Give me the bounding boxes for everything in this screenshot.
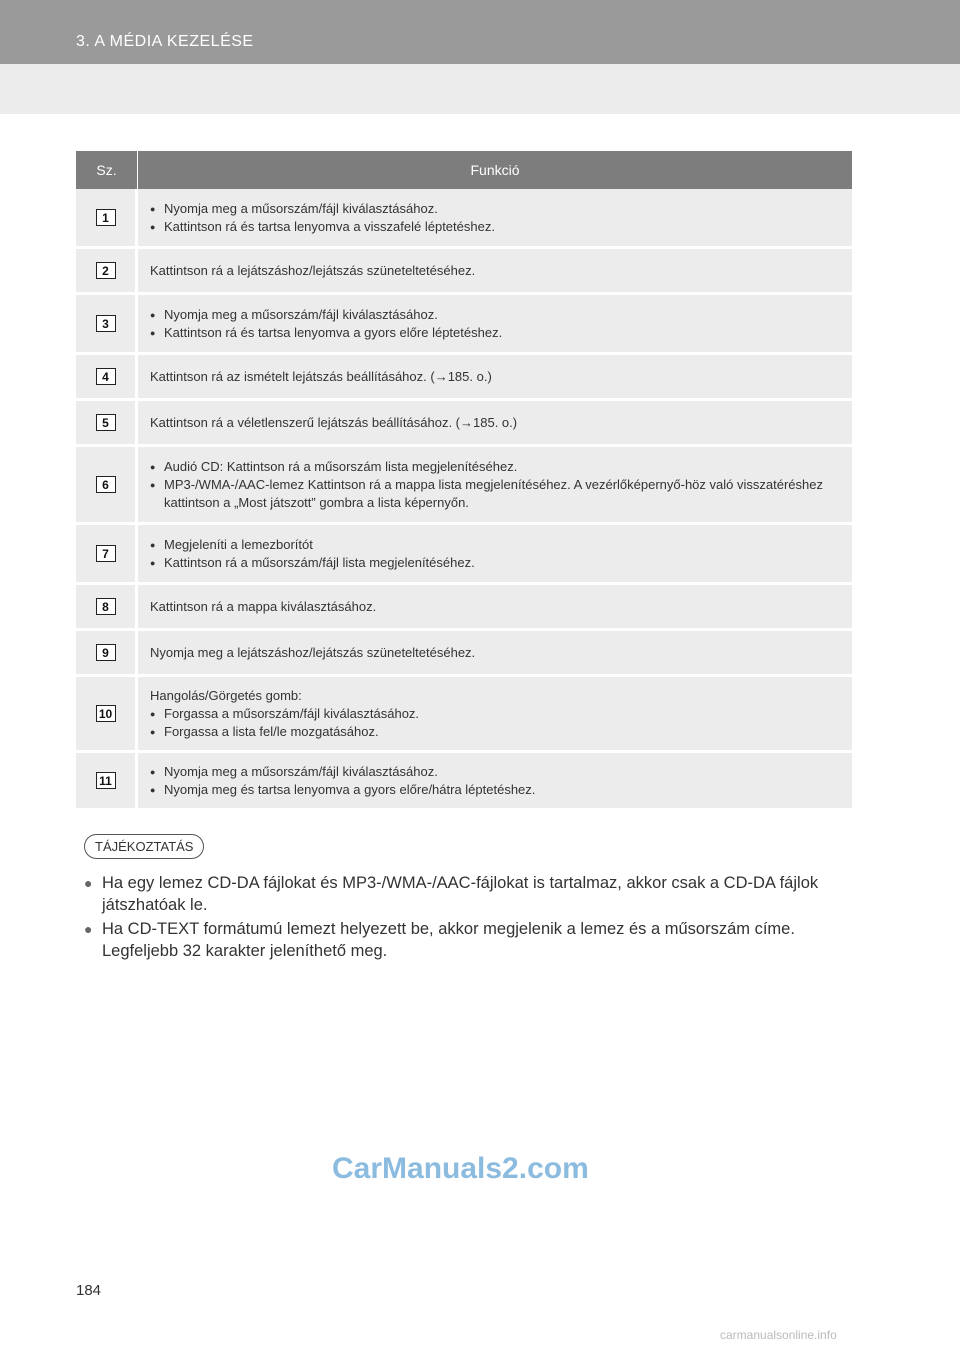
- row-text: MP3-/WMA-/AAC-lemez Kattintson rá a mappa lista megjelenítéséhez. A vezérlőképernyő-höz való visszatéréshez kattintson a „Most játszott” gombra a lista képernyőn.: [164, 476, 823, 510]
- bullet-icon: ●: [150, 766, 156, 777]
- info-notes: [84, 872, 844, 964]
- bullet-icon: ●: [84, 875, 93, 891]
- table-row: [76, 447, 852, 525]
- row-function-cell: [138, 295, 852, 352]
- row-line: [150, 200, 840, 218]
- row-function-cell: [138, 401, 852, 444]
- table-row: [76, 295, 852, 355]
- row-line: [150, 644, 840, 662]
- row-intro: Hangolás/Görgetés gomb:: [150, 687, 302, 703]
- row-text: Kattintson rá a műsorszám/fájl lista megjelenítéséhez.: [164, 554, 475, 570]
- row-text: Nyomja meg és tartsa lenyomva a gyors előre/hátra léptetéshez.: [164, 781, 536, 797]
- bullet-icon: ●: [150, 708, 156, 719]
- row-function-cell: [138, 355, 852, 398]
- table-row: [76, 355, 852, 401]
- table-row: [76, 585, 852, 631]
- row-line: [150, 781, 840, 799]
- table-row: [76, 753, 852, 811]
- row-line: [150, 763, 840, 781]
- bullet-icon: ●: [150, 539, 156, 550]
- bullet-icon: ●: [150, 221, 156, 232]
- row-function-cell: [138, 753, 852, 808]
- row-function-cell: [138, 631, 852, 674]
- info-note-text: Ha egy lemez CD-DA fájlokat és MP3-/WMA-/AAC-fájlokat is tartalmaz, akkor csak a CD-DA fájlok játszhatóak le.: [102, 874, 819, 914]
- row-number-cell: [76, 447, 138, 522]
- row-line: [150, 218, 840, 236]
- table-row: [76, 401, 852, 447]
- row-text: Kattintson rá a lejátszáshoz/lejátszás szüneteltetéséhez.: [150, 262, 476, 278]
- table-row: [76, 189, 852, 249]
- top-bar: [0, 0, 960, 64]
- table-header: [76, 151, 852, 189]
- number-badge: 7: [96, 545, 116, 562]
- table-row: [76, 677, 852, 753]
- bullet-icon: ●: [150, 461, 156, 472]
- row-text: Nyomja meg a műsorszám/fájl kiválasztásához.: [164, 200, 438, 216]
- row-number-cell: [76, 189, 138, 246]
- row-line: [150, 536, 840, 554]
- row-line: [150, 476, 840, 512]
- row-line: [150, 324, 840, 342]
- number-badge: 2: [96, 262, 116, 279]
- bullet-icon: ●: [150, 327, 156, 338]
- number-badge: 9: [96, 644, 116, 661]
- row-function-cell: [138, 525, 852, 582]
- bullet-icon: ●: [150, 557, 156, 568]
- info-note: [84, 872, 844, 916]
- row-text: Forgassa a műsorszám/fájl kiválasztásához.: [164, 705, 420, 721]
- row-line: [150, 306, 840, 324]
- page-number: 184: [76, 1282, 102, 1299]
- row-text: Kattintson rá és tartsa lenyomva a visszafelé léptetéshez.: [164, 218, 495, 234]
- row-line: [150, 458, 840, 476]
- row-line: [150, 598, 840, 616]
- row-number-cell: [76, 401, 138, 444]
- row-text: Kattintson rá és tartsa lenyomva a gyors előre léptetéshez.: [164, 324, 503, 340]
- row-line: [150, 554, 840, 572]
- number-badge: 5: [96, 414, 116, 431]
- table-row: [76, 525, 852, 585]
- row-line: [150, 414, 840, 432]
- sub-bar: [0, 64, 960, 114]
- row-number-cell: [76, 249, 138, 292]
- number-badge: 6: [96, 476, 116, 493]
- bullet-icon: ●: [150, 479, 156, 490]
- row-line: [150, 705, 840, 723]
- bullet-icon: ●: [84, 921, 93, 937]
- row-function-cell: [138, 585, 852, 628]
- row-number-cell: [76, 753, 138, 808]
- row-function-cell: [138, 189, 852, 246]
- number-badge: 4: [96, 368, 116, 385]
- bullet-icon: ●: [150, 784, 156, 795]
- header-func: Funkció: [470, 162, 520, 178]
- number-badge: 3: [96, 315, 116, 332]
- bullet-icon: ●: [150, 726, 156, 737]
- number-badge: 1: [96, 209, 116, 226]
- table-row: [76, 631, 852, 677]
- table-row: [76, 249, 852, 295]
- watermark: CarManuals2.com: [332, 1152, 589, 1185]
- row-number-cell: [76, 677, 138, 750]
- row-number-cell: [76, 525, 138, 582]
- info-note-text: Ha CD-TEXT formátumú lemezt helyezett be, akkor megjelenik a lemez és a műsorszám címe. Legfeljebb 32 karakter jeleníthető meg.: [102, 920, 795, 960]
- number-badge: 8: [96, 598, 116, 615]
- row-line: [150, 262, 840, 280]
- row-text: Nyomja meg a műsorszám/fájl kiválasztásához.: [164, 763, 438, 779]
- row-function-cell: [138, 447, 852, 522]
- row-text: Forgassa a lista fel/le mozgatásához.: [164, 723, 379, 739]
- row-number-cell: [76, 585, 138, 628]
- info-note: [84, 918, 844, 962]
- bullet-icon: ●: [150, 309, 156, 320]
- row-text: Audió CD: Kattintson rá a műsorszám lista megjelenítéséhez.: [164, 458, 518, 474]
- row-text: Kattintson rá az ismételt lejátszás beállításához. (→185. o.): [150, 368, 492, 384]
- row-number-cell: [76, 631, 138, 674]
- row-text: Kattintson rá a véletlenszerű lejátszás beállításához. (→185. o.): [150, 414, 518, 430]
- table-body: [76, 189, 852, 811]
- header-num: Sz.: [76, 151, 138, 189]
- number-badge: 11: [96, 772, 116, 789]
- row-text: Megjeleníti a lemezborítót: [164, 536, 313, 552]
- function-table: [76, 151, 852, 811]
- row-function-cell: [138, 677, 852, 750]
- number-badge: 10: [96, 705, 116, 722]
- row-line: [150, 368, 840, 386]
- row-text: Kattintson rá a mappa kiválasztásához.: [150, 598, 377, 614]
- section-title: 3. A MÉDIA KEZELÉSE: [76, 33, 254, 50]
- row-function-cell: [138, 249, 852, 292]
- row-text: Nyomja meg a műsorszám/fájl kiválasztásához.: [164, 306, 438, 322]
- row-number-cell: [76, 355, 138, 398]
- footer-mark: carmanualsonline.info: [720, 1328, 837, 1342]
- bullet-icon: ●: [150, 203, 156, 214]
- row-number-cell: [76, 295, 138, 352]
- info-tag: TÁJÉKOZTATÁS: [84, 834, 204, 859]
- row-line: [150, 723, 840, 741]
- row-text: Nyomja meg a lejátszáshoz/lejátszás szüneteltetéséhez.: [150, 644, 476, 660]
